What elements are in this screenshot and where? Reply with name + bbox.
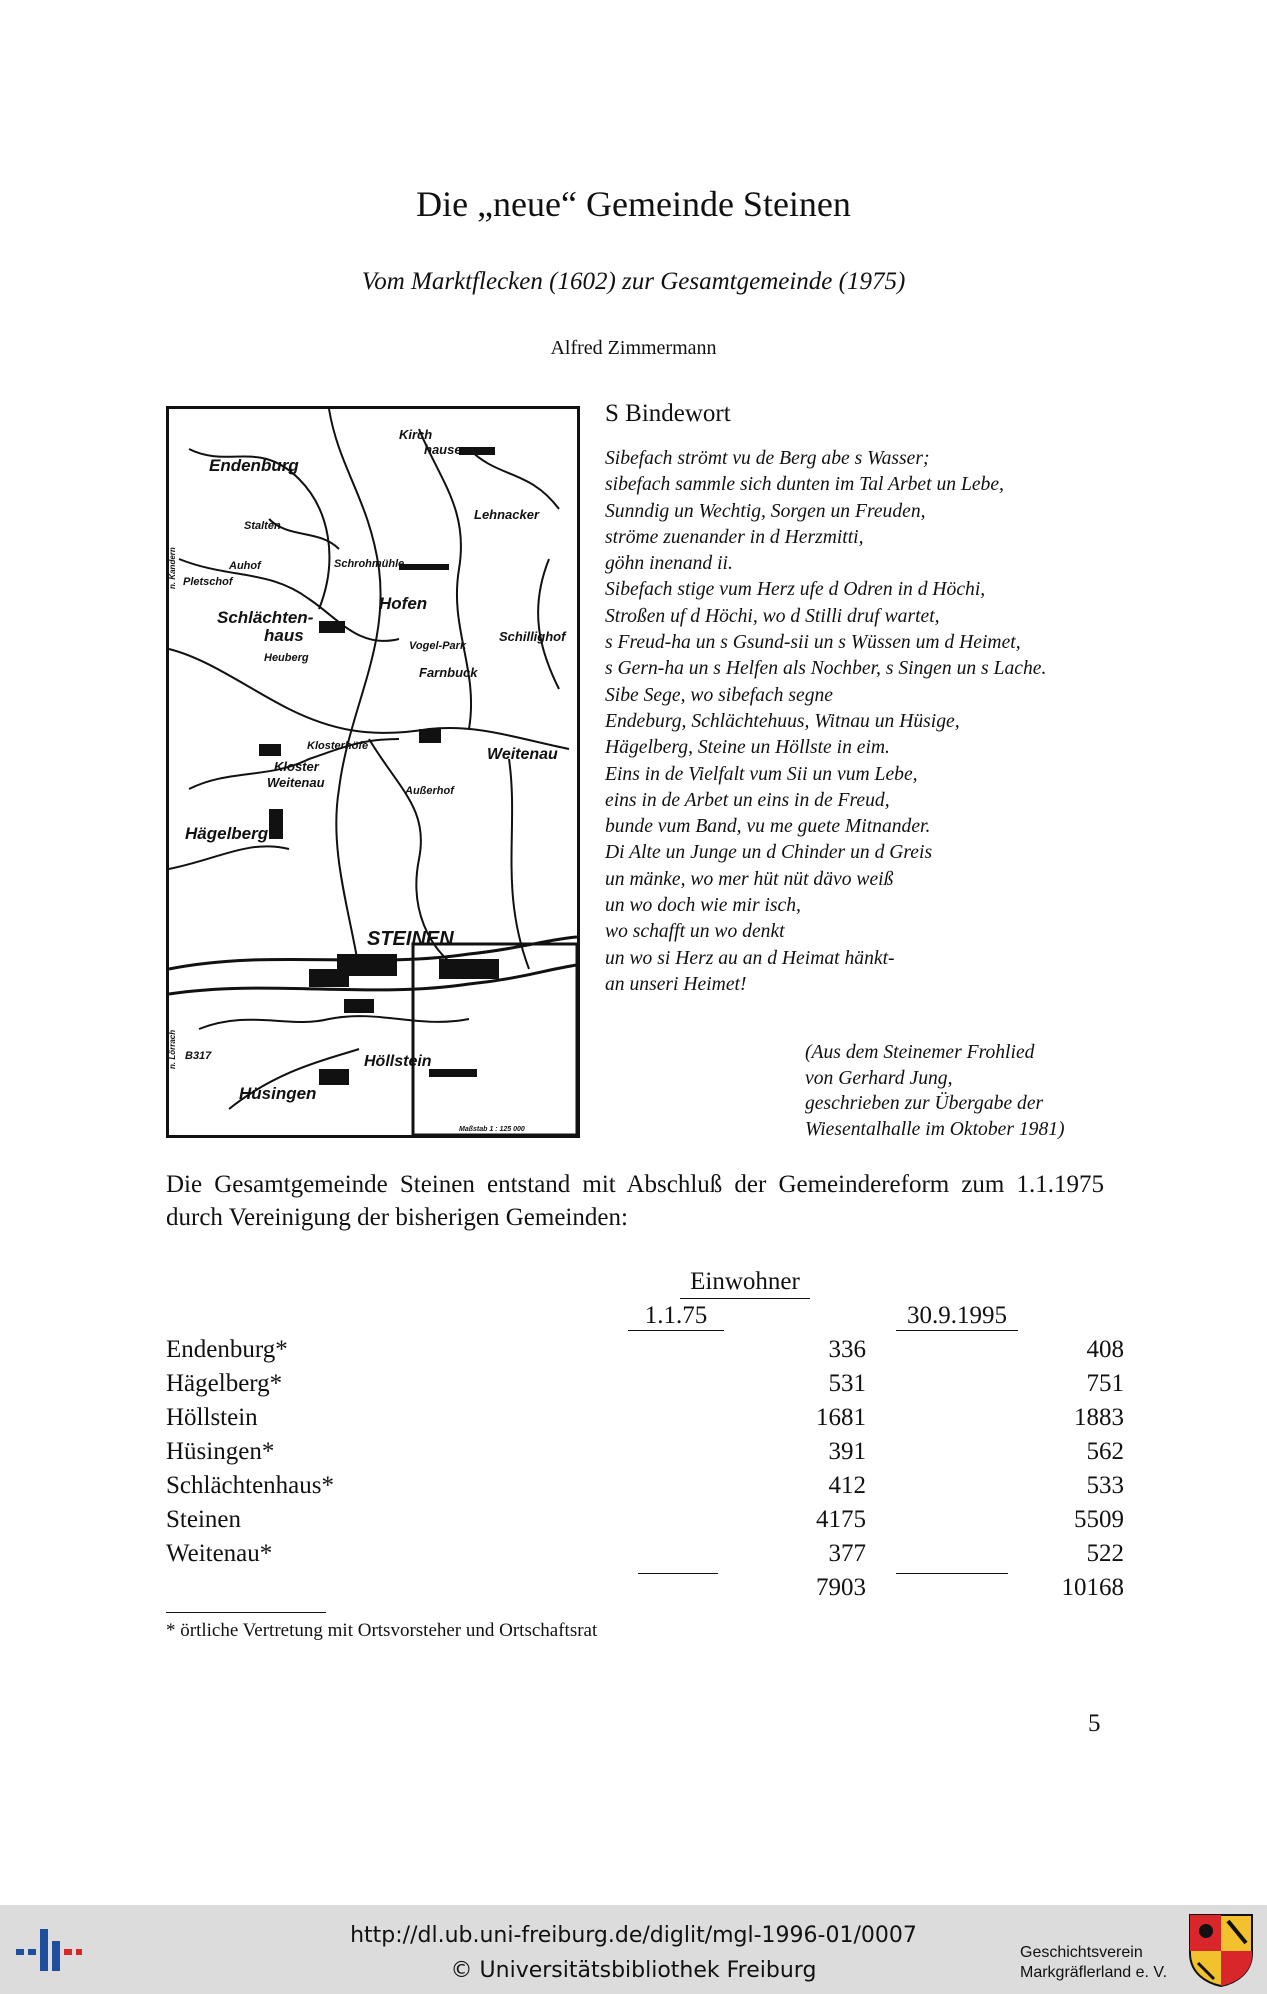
intro-paragraph: Die Gesamtgemeinde Steinen entstand mit Abschluß der Gemeindereform zum 1.1.1975 durch Vereinigung der bisherigen Gemeinden: (166, 1171, 1104, 1231)
table-cell-value-1995: 562 (1086, 1438, 1124, 1465)
poem-line: Sibefach strömt vu de Berg abe s Wasser; (605, 448, 930, 469)
steinen-map (166, 406, 580, 1138)
poem-line: Sunndig un Wechtig, Sorgen un Freuden, (605, 500, 926, 522)
poem-line: un wo doch wie mir isch, (605, 895, 801, 917)
map-label-schrohmuehle: Schrohmühle (334, 558, 405, 570)
table-row (166, 1404, 1124, 1438)
poem-line: s Freud-ha un s Gsund-sii un s Wüssen um d Heimet, (605, 632, 1021, 654)
page-subtitle: Vom Marktflecken (1602) zur Gesamtgemeinde (1975) (361, 268, 906, 295)
table-cell-name: Hüsingen* (166, 1438, 275, 1465)
table-row (166, 1370, 1124, 1404)
map-label-steinen: STEINEN (367, 928, 454, 950)
table-cell-value-1975: 4175 (816, 1506, 866, 1533)
table-row (166, 1540, 1124, 1574)
poem-line: wo schafft un wo denkt (605, 921, 785, 943)
page-title: Die „neue“ Gemeinde Steinen (416, 184, 851, 224)
table-cell-name: Steinen (166, 1506, 241, 1533)
footnote: * örtliche Vertretung mit Ortsvorsteher und Ortschaftsrat (166, 1620, 598, 1641)
map-drawing (169, 409, 577, 1135)
table-total-row (166, 1574, 1124, 1608)
poem-lines (605, 446, 1245, 998)
poem-line: Eins in de Vielfalt vum Sii un vum Lebe, (605, 763, 918, 785)
map-label-klosterhoefe: Klosterhöfe (307, 740, 369, 752)
table-row (166, 1336, 1124, 1370)
table-cell-value-1975: 391 (828, 1438, 866, 1465)
poem-line: Sibefach stige vum Herz ufe d Odren in d Höchi, (605, 579, 986, 601)
map-label-stalten: Stalten (244, 520, 281, 532)
table-row (166, 1472, 1124, 1506)
poem-title: S Bindewort (605, 400, 731, 427)
map-label-lehnacker: Lehnacker (474, 507, 540, 522)
map-label-endenburg: Endenburg (209, 456, 299, 475)
table-cell-name: Höllstein (166, 1404, 258, 1431)
map-label-kirchhausen-1: Kirch (399, 427, 433, 442)
society-name (1020, 1943, 1167, 1983)
table-cell-value-1995: 408 (1086, 1336, 1124, 1363)
poem-line: Stroßen uf d Höchi, wo d Stilli druf wartet, (605, 605, 940, 627)
table-group-header-row: Einwohner (166, 1268, 1104, 1302)
map-label-farnbuck: Farnbuck (419, 665, 478, 680)
map-label-kloster-1: Kloster (274, 759, 319, 774)
poem-line: bunde vum Band, vu me guete Mitnander. (605, 816, 931, 838)
table-cell-name: Hägelberg* (166, 1370, 283, 1397)
table-cell-name: Schlächtenhaus* (166, 1472, 335, 1499)
map-label-schlaechtenhaus-2: haus (264, 626, 304, 645)
poem (605, 400, 1245, 998)
poem-line: sibefach sammle sich dunten im Tal Arbet un Lebe, (605, 474, 1004, 496)
map-scale: Maßstab 1 : 125 000 (459, 1126, 525, 1133)
poem-source-line: von Gerhard Jung, (805, 1067, 953, 1089)
poem-line: Hägelberg, Steine un Höllste in eim. (605, 737, 890, 759)
table-cell-value-1975: 336 (828, 1336, 866, 1363)
map-label-loerrach: n. Lörrach (168, 1029, 177, 1069)
table-cell-value-1995: 522 (1086, 1540, 1124, 1567)
table-cell-value-1975: 412 (828, 1472, 866, 1499)
poem-line: Sibe Sege, wo sibefach segne (605, 684, 833, 706)
map-label-vogelpark: Vogel-Park (409, 640, 467, 652)
table-cell-name: Endenburg* (166, 1336, 288, 1363)
poem-line: an unseri Heimet! (605, 973, 747, 995)
table-cell-value-1995: 1883 (1074, 1404, 1124, 1431)
map-label-heuberg: Heuberg (264, 652, 309, 664)
poem-line: s Gern-ha un s Helfen als Nochber, s Singen un s Lache. (605, 658, 1047, 680)
table-cell-value-1975: 377 (828, 1540, 866, 1567)
author-name: Alfred Zimmermann (550, 337, 717, 359)
poem-line: un wo si Herz au an d Heimat hänkt- (605, 947, 895, 969)
table-cell-value-1995: 751 (1086, 1370, 1124, 1397)
map-label-kirchhausen-2: hausen (424, 442, 470, 457)
poem-line: ströme zuenander in d Herzmitti, (605, 526, 864, 548)
map-label-auhof: Auhof (229, 560, 261, 572)
poem-line: Di Alte un Junge un d Chinder un d Greis (605, 842, 933, 864)
table-cell-name: Weitenau* (166, 1540, 273, 1567)
table-total-1995: 10168 (1061, 1574, 1124, 1601)
table-row (166, 1506, 1124, 1540)
map-label-aussenhof: Außerhof (405, 785, 454, 797)
society-name-line-2: Markgräflerland e. V. (1020, 1964, 1168, 1981)
poem-line: göhn inenand ii. (605, 553, 733, 575)
table-col2-header: 30.9.1995 (896, 1302, 1018, 1331)
poem-source-line: (Aus dem Steinemer Frohlied (805, 1042, 1035, 1063)
map-label-b317: B317 (185, 1050, 212, 1062)
map-label-hofen: Hofen (379, 594, 428, 613)
map-label-schillighof: Schillighof (499, 629, 566, 644)
table-row (166, 1438, 1124, 1472)
page-number: 5 (1088, 1710, 1101, 1737)
poem-source (805, 1040, 1245, 1142)
table-total-1975: 7903 (816, 1574, 866, 1601)
footer-copyright: © Universitätsbibliothek Freiburg (450, 1958, 817, 1983)
table-col1-header: 1.1.75 (628, 1302, 724, 1331)
poem-line: eins in de Arbet un eins in de Freud, (605, 789, 890, 811)
footer-url-link[interactable]: http://dl.ub.uni-freiburg.de/diglit/mgl-1996-01/0007 (350, 1923, 917, 1948)
coat-of-arms-icon (1188, 1913, 1254, 1987)
poem-source-line: Wiesentalhalle im Oktober 1981) (805, 1118, 1065, 1140)
table-cell-value-1995: 533 (1086, 1472, 1124, 1499)
poem-source-line: geschrieben zur Übergabe der (805, 1093, 1044, 1114)
map-label-schlaechtenhaus-1: Schlächten- (217, 608, 314, 627)
society-name-line-1: Geschichtsverein (1020, 1944, 1143, 1961)
table-cell-value-1975: 1681 (816, 1404, 866, 1431)
table-cell-value-1995: 5509 (1074, 1506, 1124, 1533)
footer-bar (0, 1905, 1267, 1994)
poem-line: un mänke, wo mer hüt nüt dävo weiß (605, 868, 894, 890)
map-label-huesingen: Hüsingen (239, 1084, 317, 1103)
table-cell-value-1975: 531 (828, 1370, 866, 1397)
map-label-weitenau: Weitenau (487, 746, 558, 763)
map-label-hoellstein: Höllstein (364, 1053, 432, 1070)
map-label-pletschof: Pletschof (183, 576, 233, 588)
footnote-rule (166, 1612, 326, 1613)
poem-line: Endeburg, Schlächtehuus, Witnau un Hüsige, (605, 710, 960, 732)
map-label-haegelberg: Hägelberg (185, 824, 269, 843)
map-label-kandern: n. Kandern (168, 547, 177, 589)
map-label-kloster-2: Weitenau (267, 775, 325, 790)
